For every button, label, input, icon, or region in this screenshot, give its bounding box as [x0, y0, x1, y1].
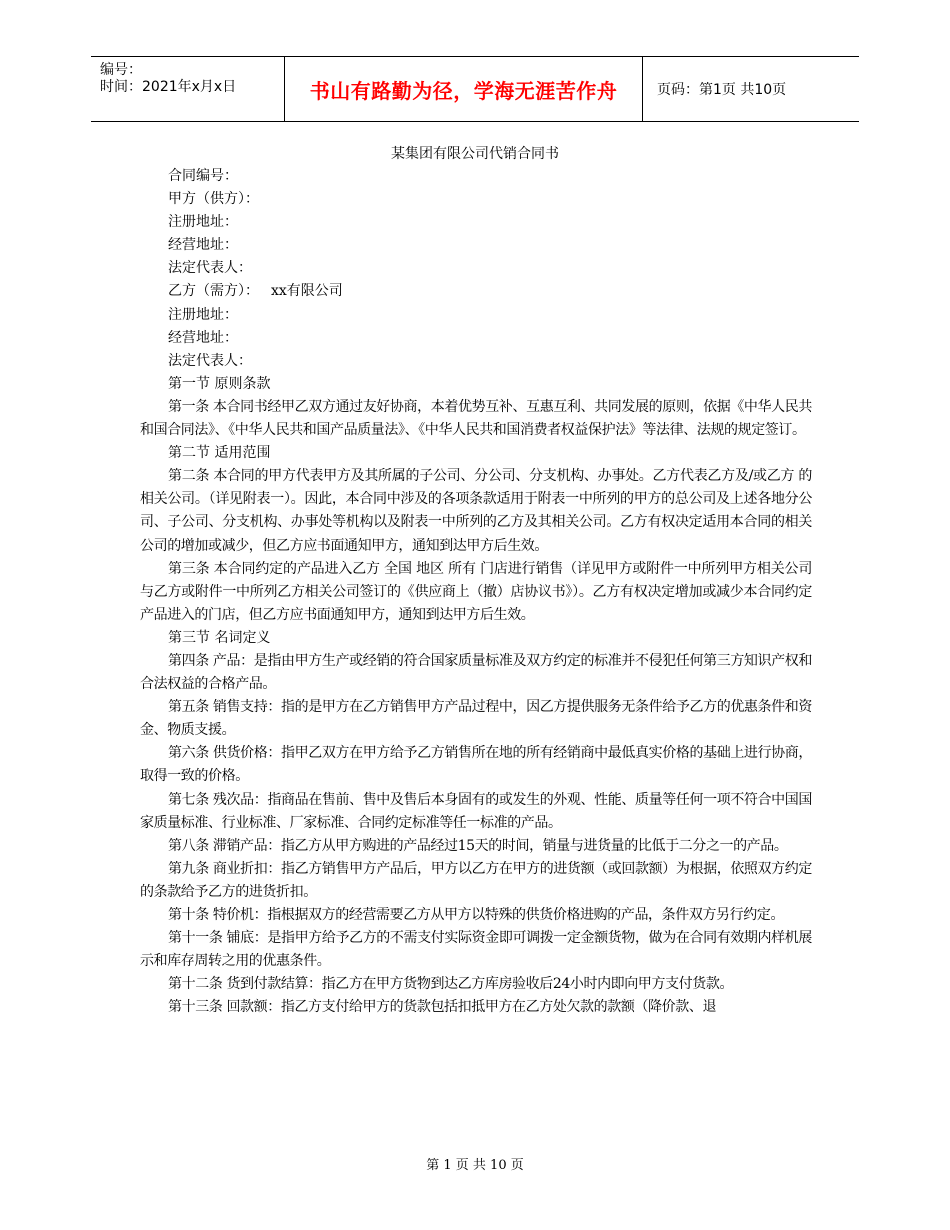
article-11: 第十一条 铺底：是指甲方给予乙方的不需支付实际资金即可调拨一定金额货物，做为在合同有效期内样机展示和库存周转之用的优惠条件。 [140, 930, 812, 970]
article-3: 第三条 本合同约定的产品进入乙方 全国 地区 所有 门店进行销售（详见甲方或附件一中所列甲方相关公司与乙方或附件一中所列乙方相关公司签订的《供应商上（撤）店协议书》）。乙方有权决定增加或减少本合同约定产品进入的门店，但乙方应书面通知甲方，通知到达甲方后生效。 [140, 560, 812, 623]
article-1: 第一条 本合同书经甲乙双方通过友好协商，本着优势互补、互惠互利、共同发展的原则，依据《中华人民共和国合同法》、《中华人民共和国产品质量法》、《中华人民共和国消费者权益保护法》等法律、法规的规定签订。 [140, 398, 812, 439]
header-motto-cell [284, 57, 643, 121]
page-header [91, 56, 859, 122]
article-8: 第八条 滞销产品：指乙方从甲方购进的产品经过15天的时间，销量与进货量的比低于二分之一的产品。 [168, 837, 788, 854]
party-a-legal-representative: 法定代表人： [168, 260, 252, 277]
page-footer: 第 1 页 共 10 页 [426, 1158, 524, 1173]
article-13: 第十三条 回款额：指乙方支付给甲方的货款包括扣抵甲方在乙方处欠款的款额（降价款、退 [168, 999, 717, 1016]
party-b-business-address: 经营地址： [168, 329, 238, 346]
section-2-title: 第二节 适用范围 [168, 445, 271, 462]
party-b-label: 乙方（需方）： [168, 283, 259, 300]
section-3-title: 第三节 名词定义 [168, 629, 271, 646]
party-a-business-address: 经营地址： [168, 237, 238, 254]
section-1-title: 第一节 原则条款 [168, 375, 271, 392]
article-9: 第九条 商业折扣：指乙方销售甲方产品后，甲方以乙方在甲方的进货额（或回款额）为根据，依照双方约定的条款给予乙方的进货折扣。 [140, 860, 812, 900]
article-10: 第十条 特价机：指根据双方的经营需要乙方从甲方以特殊的供货价格进购的产品，条件双方另行约定。 [168, 907, 785, 923]
party-a-registered-address: 注册地址： [168, 214, 238, 231]
serial-number-label: 编号： [100, 62, 142, 78]
header-meta-cell [91, 57, 284, 121]
document-title: 某集团有限公司代销合同书 [391, 146, 559, 162]
article-6: 第六条 供货价格：指甲乙双方在甲方给予乙方销售所在地的所有经销商中最低真实价格的基础上进行协商，取得一致的价格。 [140, 745, 812, 785]
article-7: 第七条 残次品：指商品在售前、售中及售后本身固有的或发生的外观、性能、质量等任何一项不符合中国国家质量标准、行业标准、厂家标准、合同约定标准等任一标准的产品。 [140, 791, 812, 831]
article-4: 第四条 产品：是指由甲方生产或经销的符合国家质量标准及双方约定的标准并不侵犯任何第三方知识产权和合法权益的合格产品。 [140, 652, 812, 693]
motto-text: 书山有路勤为径，学海无涯苦作舟 [309, 78, 618, 103]
party-a-field: 甲方（供方）： [168, 191, 259, 208]
header-page-cell [643, 57, 859, 121]
article-12: 第十二条 货到付款结算：指乙方在甲方货物到达乙方库房验收后24小时内即向甲方支付货款。 [168, 976, 734, 993]
document-body [140, 165, 812, 1019]
page-info: 页码：第1页 共10页 [657, 82, 787, 98]
article-5: 第五条 销售支持：指的是甲方在乙方销售甲方产品过程中，因乙方提供服务无条件给予乙方的优惠条件和资金、物质支援。 [140, 699, 812, 739]
party-b-field [140, 280, 812, 303]
time-label: 时间：2021年x月x日 [100, 79, 237, 95]
party-b-registered-address: 注册地址： [168, 306, 238, 323]
party-b-name: xx有限公司 [271, 283, 343, 300]
article-2: 第二条 本合同的甲方代表甲方及其所属的子公司、分公司、分支机构、办事处。乙方代表乙方及/或乙方 的相关公司。（详见附表一）。因此，本合同中涉及的各项条款适用于附表一中所列的甲方的总公司及上述各地分公司、子公司、分支机构、办事处等机构以及附表一中所列的乙方及其相关公司。乙方有权决定适用本合同的相关公司的增加或减少，但乙方应书面通知甲方，通知到达甲方后生效。 [140, 468, 812, 554]
contract-number-field: 合同编号： [168, 168, 238, 184]
party-b-legal-representative: 法定代表人： [168, 352, 252, 369]
